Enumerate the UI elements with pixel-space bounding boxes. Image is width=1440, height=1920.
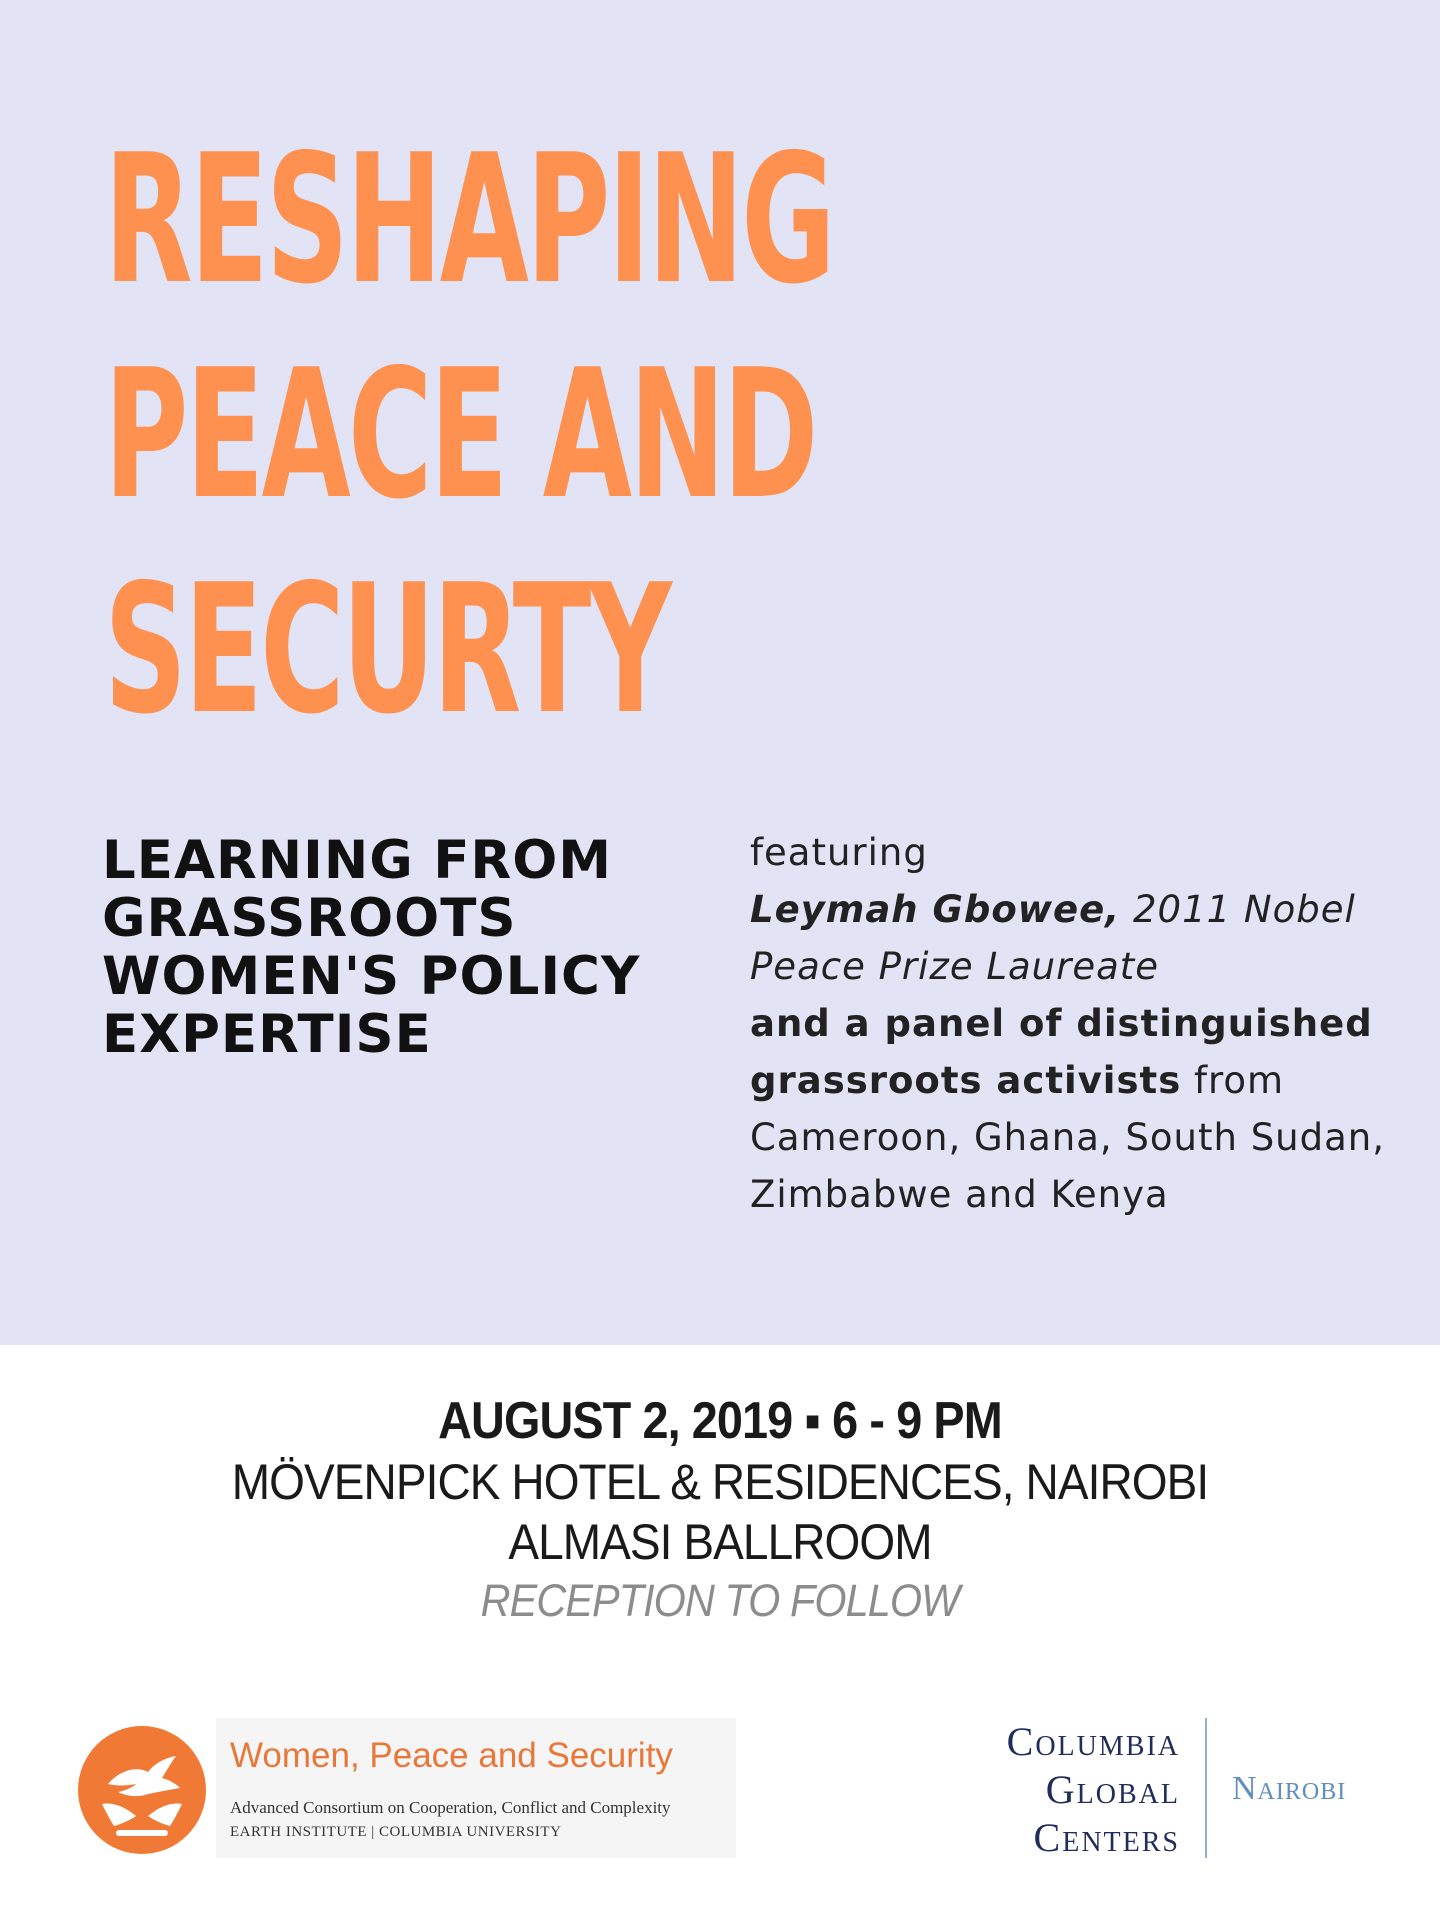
panel-from: from bbox=[1181, 1059, 1285, 1102]
poster-subtitle bbox=[102, 832, 662, 1064]
wps-consortium: Advanced Consortium on Cooperation, Conflict and Complexity bbox=[230, 1798, 671, 1817]
dove-hands-icon bbox=[78, 1726, 206, 1854]
subtitle-line-1: LEARNING FROM bbox=[102, 830, 613, 891]
event-reception: RECEPTION TO FOLLOW bbox=[480, 1575, 960, 1626]
countries-line-2: Zimbabwe and Kenya bbox=[750, 1173, 1169, 1216]
subtitle-line-2: GRASSROOTS bbox=[102, 888, 517, 949]
featuring-intro: featuring bbox=[750, 831, 928, 874]
speaker-name: Leymah Gbowee, bbox=[750, 888, 1121, 931]
cgc-line-1: Columbia bbox=[1006, 1719, 1180, 1764]
poster-title bbox=[104, 112, 833, 757]
event-venue: MÖVENPICK HOTEL & RESIDENCES, NAIROBI bbox=[231, 1454, 1209, 1510]
wps-affiliation: EARTH INSTITUTE | COLUMBIA UNIVERSITY bbox=[230, 1824, 562, 1840]
subtitle-line-3: WOMEN'S POLICY bbox=[102, 946, 641, 1007]
countries-line-1: Cameroon, Ghana, South Sudan, bbox=[750, 1116, 1386, 1159]
cgc-divider bbox=[1205, 1718, 1207, 1858]
speaker-line bbox=[750, 881, 1390, 938]
event-room: ALMASI BALLROOM bbox=[508, 1514, 932, 1570]
event-details bbox=[0, 1390, 1440, 1630]
event-date-time: AUGUST 2, 2019 ▪ 6 - 9 PM bbox=[438, 1392, 1002, 1450]
speaker-title-part2: Peace Prize Laureate bbox=[750, 945, 1160, 988]
title-line-3: SECURTY bbox=[104, 546, 670, 753]
subtitle-line-4: EXPERTISE bbox=[102, 1004, 432, 1065]
panel-bold-2: grassroots activists bbox=[750, 1059, 1182, 1102]
cgc-line-2: Global bbox=[1045, 1767, 1180, 1812]
speaker-title-part1: 2011 Nobel bbox=[1120, 888, 1356, 931]
cgc-logo-text bbox=[940, 1718, 1180, 1862]
cgc-line-3: Centers bbox=[1033, 1815, 1180, 1860]
title-line-1: RESHAPING bbox=[104, 116, 833, 323]
wps-title: Women, Peace and Security bbox=[230, 1736, 673, 1775]
panel-line bbox=[750, 1052, 1390, 1109]
panel-bold-1: and a panel of distinguished bbox=[750, 1002, 1373, 1045]
cgc-location: Nairobi bbox=[1232, 1770, 1347, 1807]
title-line-2: PEACE AND bbox=[104, 331, 816, 538]
featuring-block bbox=[750, 824, 1390, 1223]
wps-logo-text bbox=[216, 1718, 736, 1858]
